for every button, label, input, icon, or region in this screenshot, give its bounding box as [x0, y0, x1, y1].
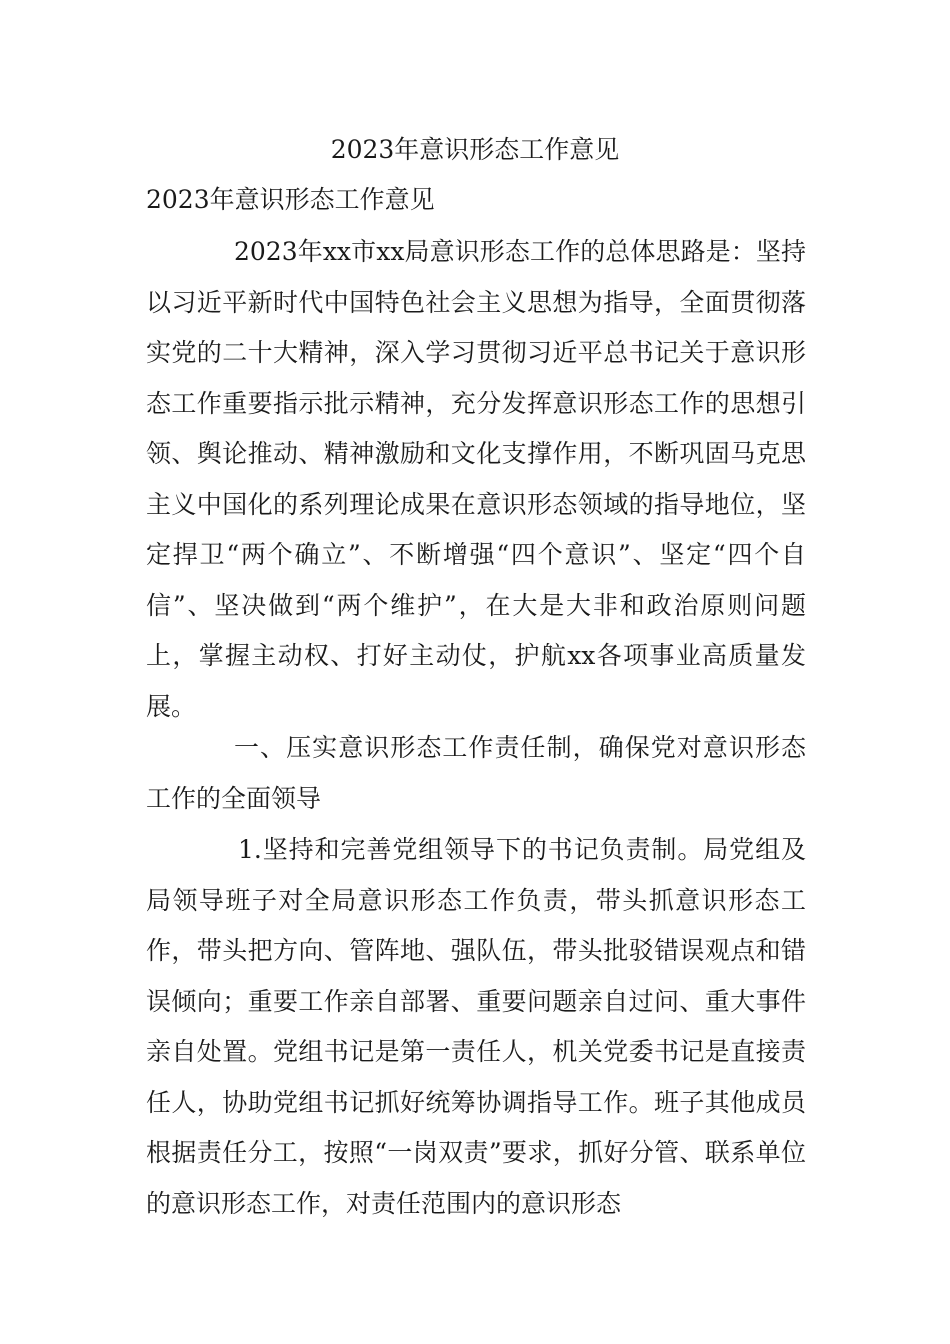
- paragraph-item-1: 1.坚持和完善党组领导下的书记负责制。局党组及局领导班子对全局意识形态工作负责，带头抓意识形态工作，带头把方向、管阵地、强队伍，带头批驳错误观点和错误倾向；重要工作亲自部署、重要问题亲自过问、重大事件亲自处置。党组书记是第一责任人，机关党委书记是直接责任人，协助党组书记抓好统筹协调指导工作。班子其他成员根据责任分工，按照“一岗双责”要求，抓好分管、联系单位的意识形态工作，对责任范围内的意识形态: [146, 835, 806, 1218]
- paragraph-overview: 2023年xx市xx局意识形态工作的总体思路是：坚持以习近平新时代中国特色社会主义思想为指导，全面贯彻落实党的二十大精神，深入学习贯彻习近平总书记关于意识形态工作重要指示批示精神，充分发挥意识形态工作的思想引领、舆论推动、精神激励和文化支撑作用，不断巩固马克思主义中国化的系列理论成果在意识形态领域的指导地位，坚定捍卫“两个确立”、不断增强“四个意识”、坚定“四个自信”、坚决做到“两个维护”，在大是大非和政治原则问题上，掌握主动权、打好主动仗，护航xx各项事业高质量发展。: [146, 237, 806, 721]
- section-heading-1: 一、压实意识形态工作责任制，确保党对意识形态工作的全面领导: [146, 733, 806, 813]
- document-subtitle: 2023年意识形态工作意见: [146, 185, 435, 214]
- document-title: 2023年意识形态工作意见: [330, 135, 620, 164]
